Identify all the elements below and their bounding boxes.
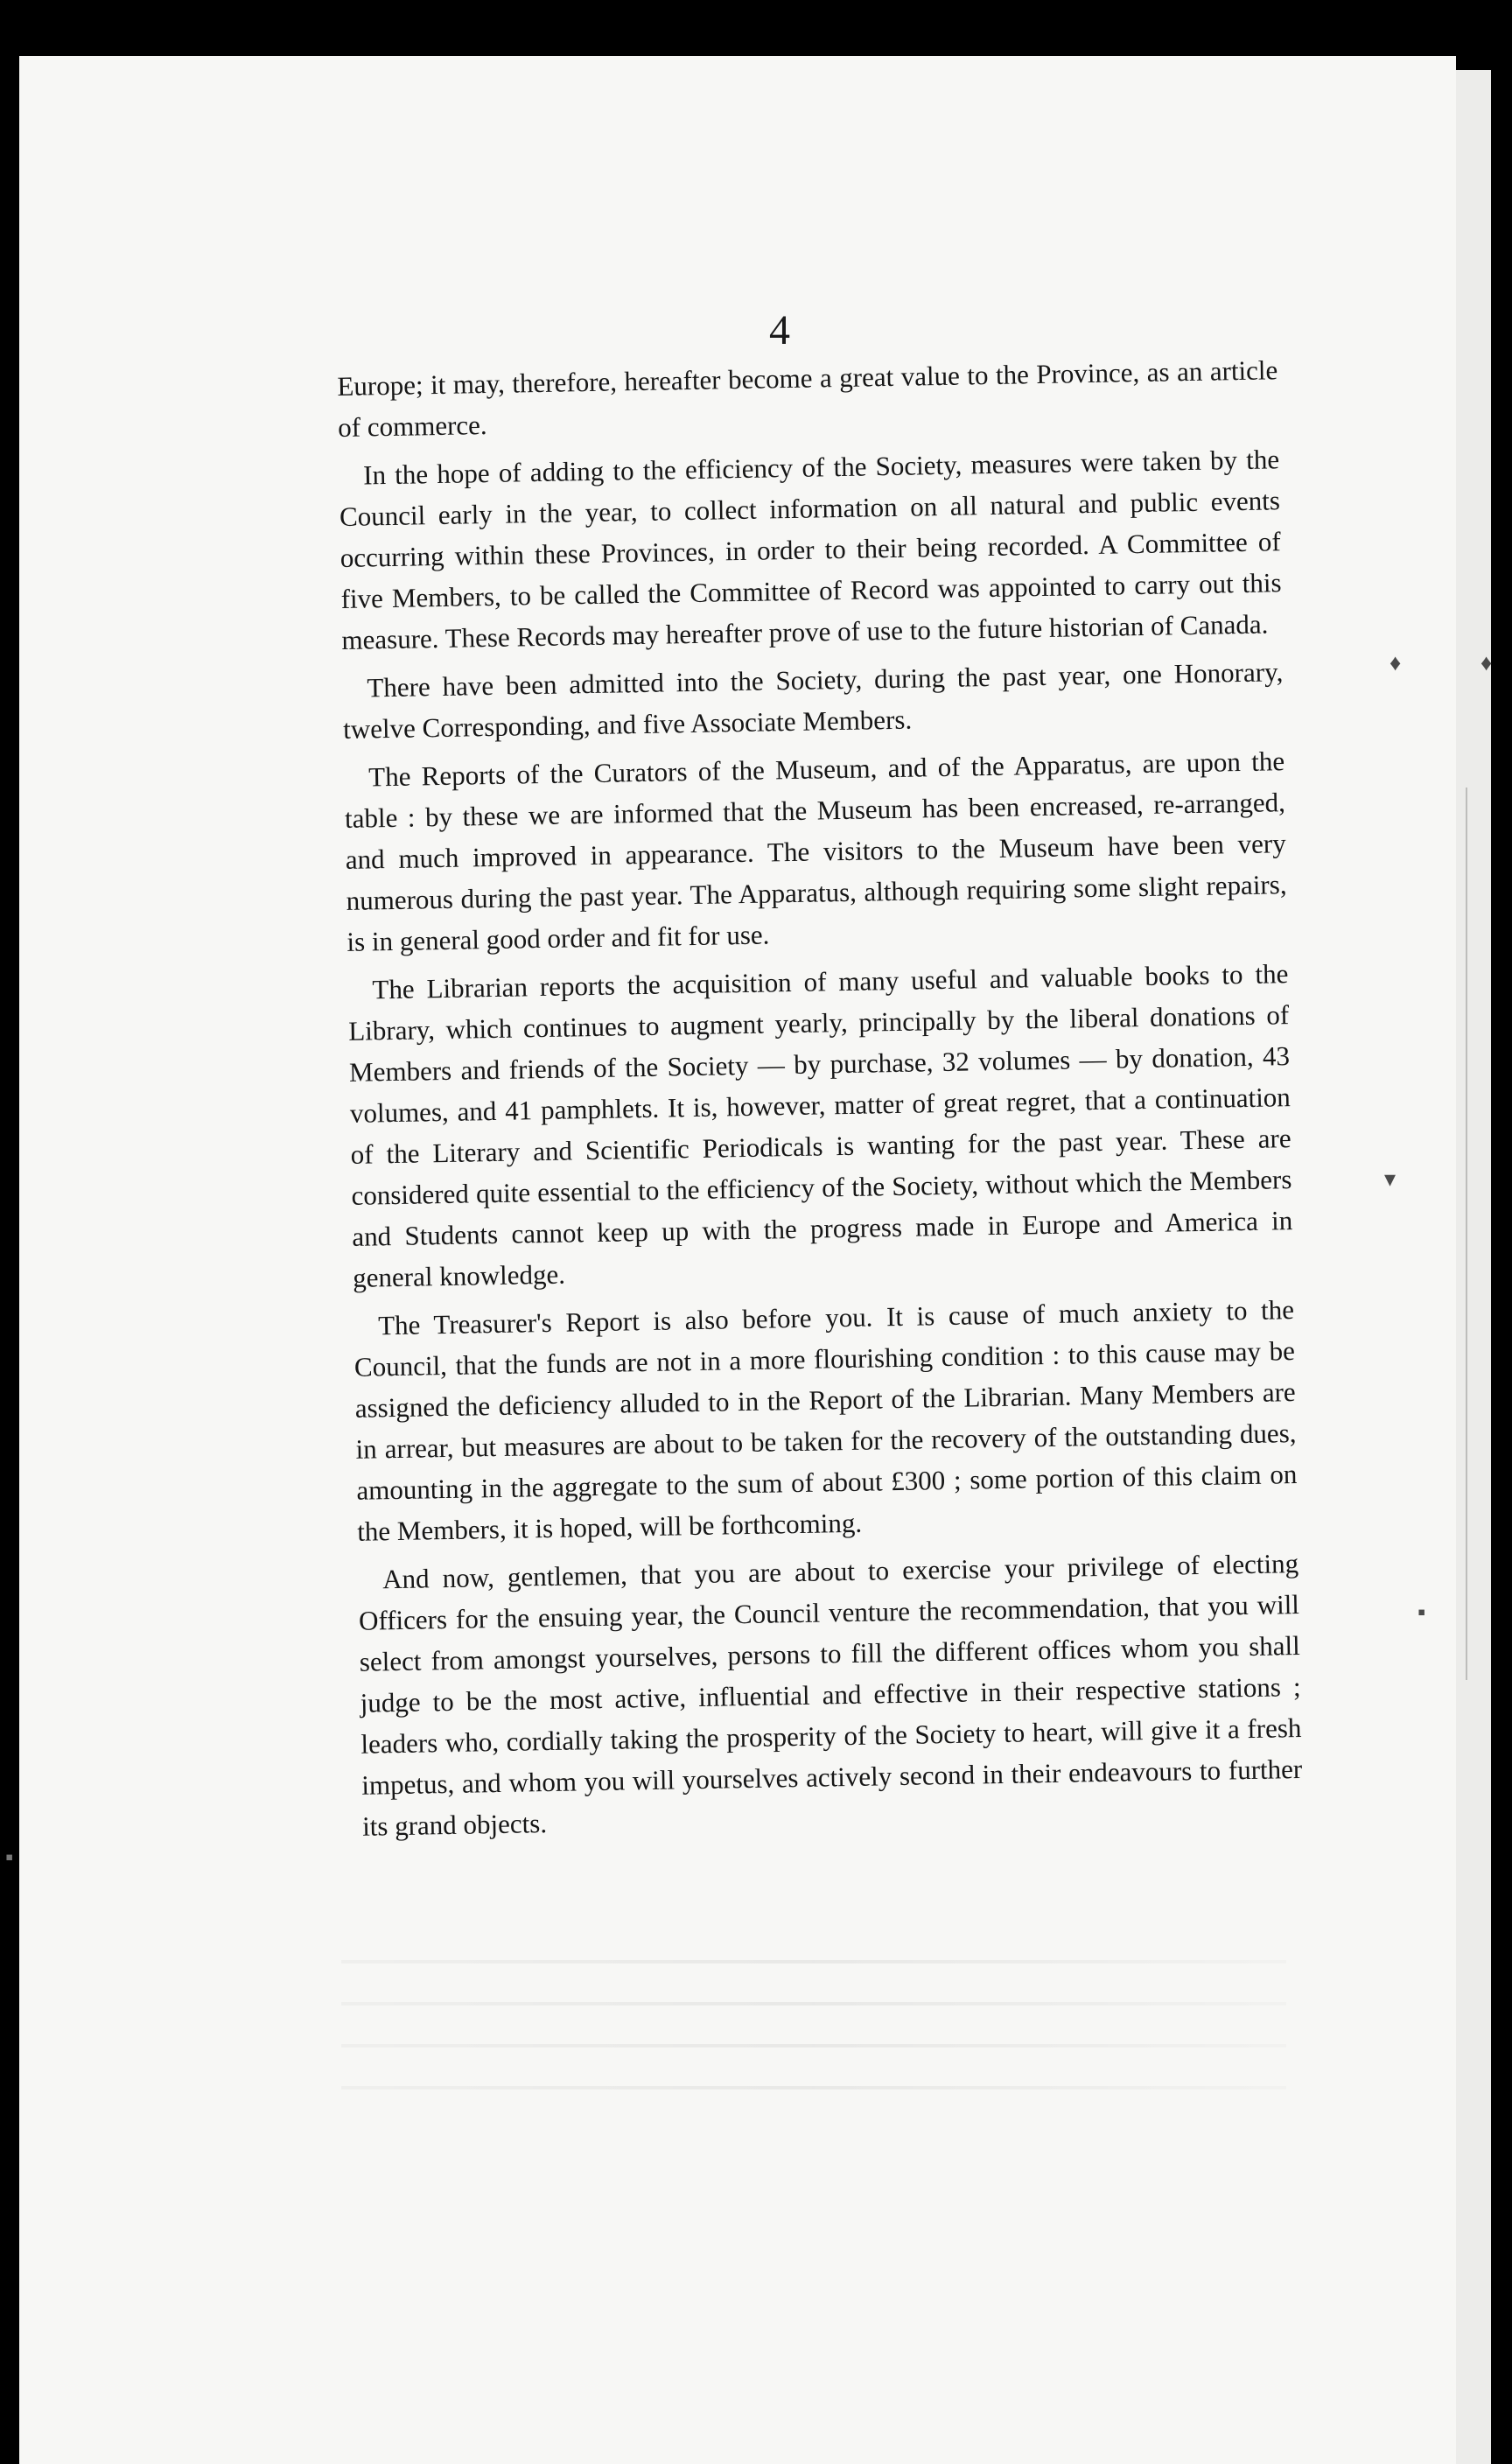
paragraph-admitted-members: There have been admitted into the Society, during the past year, one Honorary, twelve Corresponding, and five Associate Members.: [342, 656, 1284, 745]
margin-speck: ▪: [5, 1844, 14, 1870]
paragraph-commerce: Europe; it may, therefore, hereafter become a great value to the Province, as an article of commerce.: [337, 354, 1278, 443]
show-through-line: [341, 2044, 1286, 2048]
show-through-text: [341, 1960, 1286, 2128]
paragraph-committee-of-record: In the hope of adding to the efficiency of the Society, measures were taken by the Council early in the year, to collect information on all natural and public events occurring within these Provinces, in order to their being recorded. A Committee of five Members, to be called the Committee of Record was appointed to carry out this measure. These Records may hereafter prove of use to the future historian of Canada.: [339, 444, 1282, 655]
paragraph-election-of-officers: And now, gentlemen, that you are about to exercise your privilege of electing Officers for the ensuing year, the Council venture the recommendation, that you will select from amongst yourselves, persons to fill the different offices whom you shall judge to be the most active, influential and effective in their respective stations ; leaders who, cordially taking the prosperity of the Society to heart, will give it a fresh impetus, and whom you will yourselves actively second in their endeavours to further its grand objects.: [358, 1548, 1303, 1842]
page-number: 4: [769, 307, 790, 354]
paragraph-librarian-report: The Librarian reports the acquisition of many useful and valuable books to the Library, which continues to augment yearly, principally by the liberal donations of Members and friends of the Society — by purchase, 32 volumes — by donation, 43 volumes, and 41 pamphlets. It is, however, matter of great regret, that a continuation of the Literary and Scientific Periodicals is wanting for the past year. These are considered quite essential to the efficiency of the Society, without which the Members and Students cannot keep up with the progress made in Europe and America in general knowledge.: [347, 958, 1293, 1293]
paragraph-treasurer-report: The Treasurer's Report is also before you. It is cause of much anxiety to the Council, that the funds are not in a more flourishing condition : to this cause may be assigned the deficiency alluded to in the Report of the Librarian. Many Members are in arrear, but measures are about to be taken for the recovery of the outstanding dues, amounting in the aggregate to the sum of about £300 ; some portion of this claim on the Members, it is hoped, will be forthcoming.: [354, 1294, 1298, 1547]
margin-speck: ▾: [1384, 1166, 1396, 1192]
margin-speck: ▪: [1418, 1600, 1426, 1625]
page-fold-line: [1466, 788, 1467, 1680]
margin-speck: ♦: [1390, 650, 1402, 676]
show-through-line: [341, 2002, 1286, 2006]
body-text: [337, 349, 1304, 1854]
show-through-line: [341, 1960, 1286, 1964]
paragraph-curators-reports: The Reports of the Curators of the Museum, and of the Apparatus, are upon the table : by these we are informed that the Museum has been encreased, re-arranged, and much improved in appearance. The visitors to the Museum have been very numerous during the past year. The Apparatus, although requiring some slight repairs, is in general good order and fit for use.: [344, 746, 1287, 957]
show-through-line: [341, 2086, 1286, 2090]
margin-speck: ♦: [1480, 650, 1493, 676]
next-page-edge: [1456, 70, 1491, 2464]
